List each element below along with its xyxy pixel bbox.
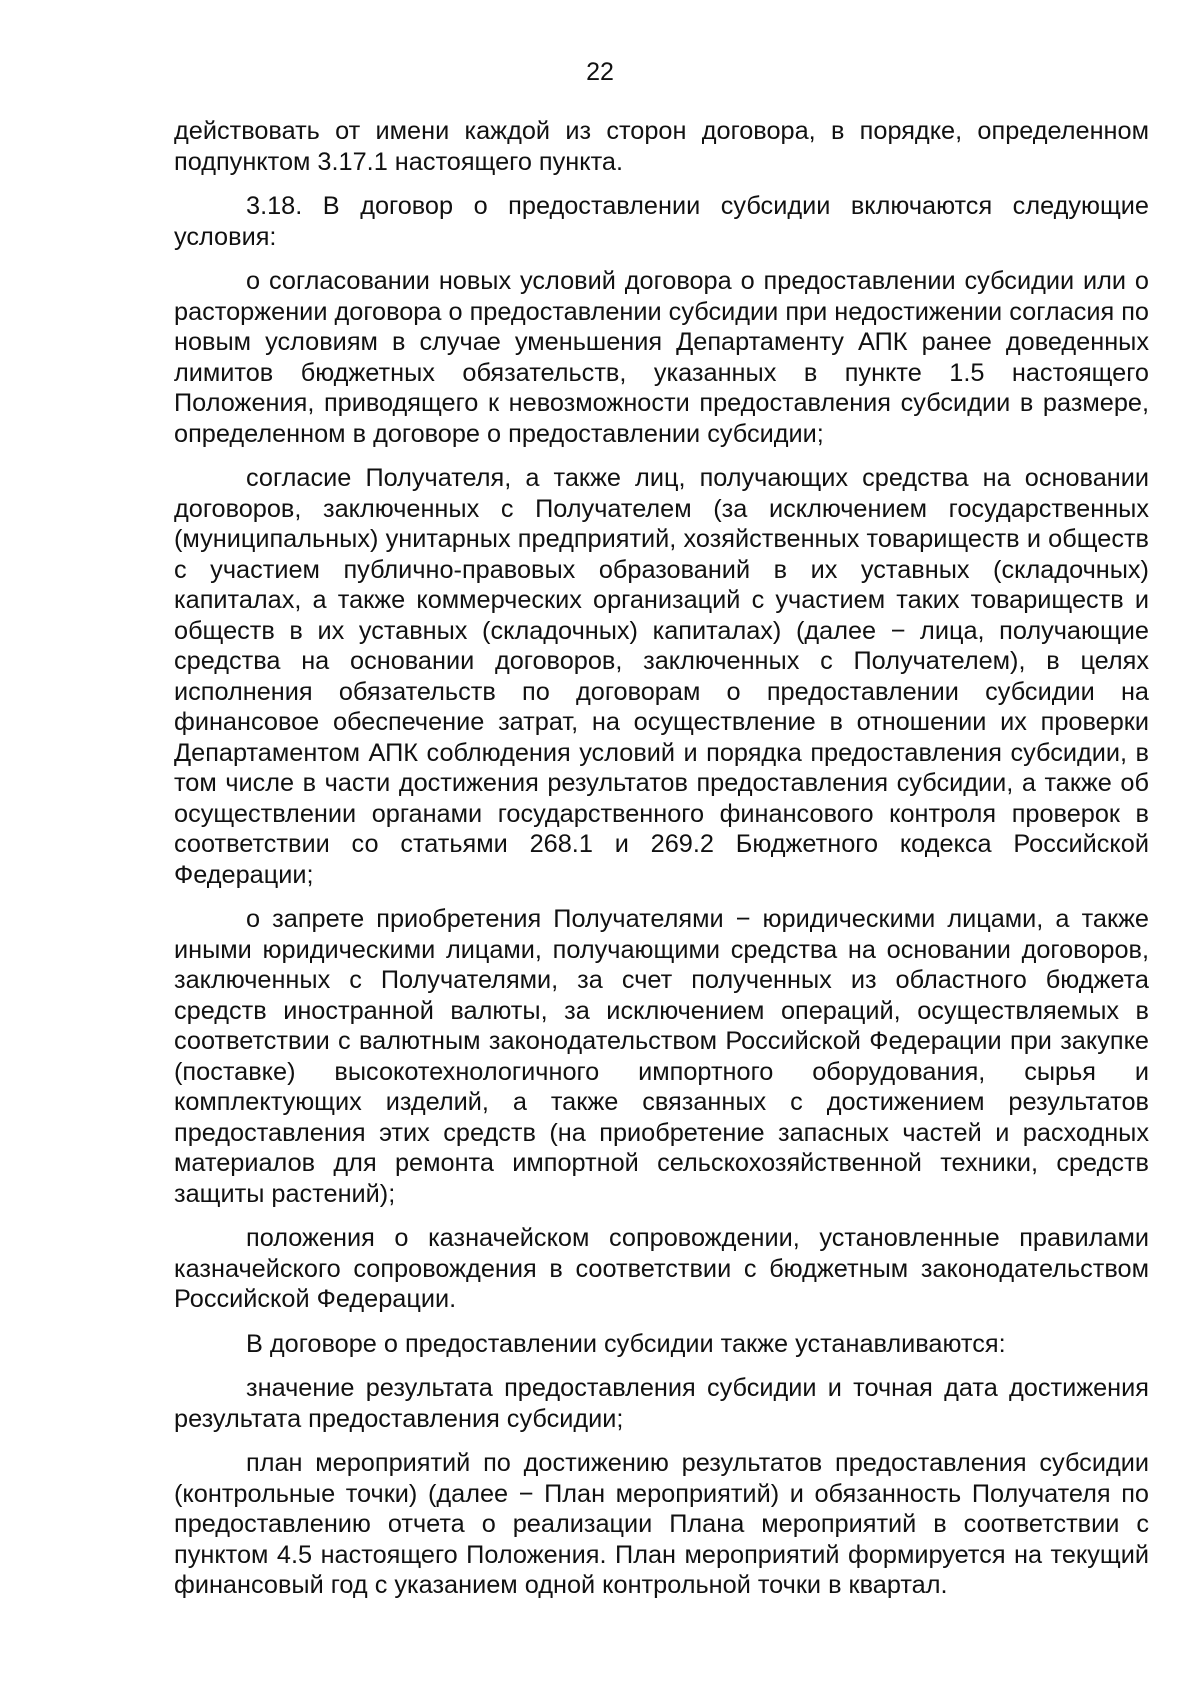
paragraph-continuation: действовать от имени каждой из сторон договора, в порядке, определенном подпунктом 3.17.1 настоящего пункта. bbox=[174, 117, 1149, 176]
paragraph-condition-currency-ban: о запрете приобретения Получателями − юридическими лицами, а также иными юридическими лицами, получающими средства на основании договоров, заключенных с Получателями, за счет полученных из областного бюджета средств иностранной валюты, за исключением операций, осуществляемых в соответствии с валютным законодательством Российской Федерации при закупке (поставке) высокотехнологичного импортного оборудования, сырья и комплектующих изделий, а также связанных с достижением результатов предоставления этих средств (на приобретение запасных частей и расходных материалов для ремонта импортной сельскохозяйственной техники, средств защиты растений); bbox=[174, 905, 1149, 1208]
paragraph-condition-new-terms: о согласовании новых условий договора о предоставлении субсидии или о расторжении договора о предоставлении субсидии при недостижении согласия по новым условиям в случае уменьшения Департаменту АПК ранее доведенных лимитов бюджетных обязательств, указанных в пункте 1.5 настоящего Положения, приводящего к невозможности предоставления субсидии в размере, определенном в договоре о предоставлении субсидии; bbox=[174, 267, 1149, 448]
paragraph-action-plan: план мероприятий по достижению результатов предоставления субсидии (контрольные точки) (далее − План мероприятий) и обязанность Получателя по предоставлению отчета о реализации Плана мероприятий в соответствии с пунктом 4.5 настоящего Положения. План мероприятий формируется на текущий финансовый год с указанием одной контрольной точки в квартал. bbox=[174, 1449, 1149, 1599]
paragraph-also-established: В договоре о предоставлении субсидии также устанавливаются: bbox=[246, 1329, 1006, 1358]
paragraph-clause-3-18: 3.18. В договор о предоставлении субсидии включаются следующие условия: bbox=[174, 192, 1149, 251]
paragraph-condition-consent: согласие Получателя, а также лиц, получающих средства на основании договоров, заключенных с Получателем (за исключением государственных (муниципальных) унитарных предприятий, хозяйственных товариществ и обществ с участием публично-правовых образований в их уставных (складочных) капиталах, а также коммерческих организаций с участием таких товариществ и обществ в их уставных (складочных) капиталах) (далее − лица, получающие средства на основании договоров, заключенных с Получателем), в целях исполнения обязательств по договорам о предоставлении субсидии на финансовое обеспечение затрат, на осуществление в отношении их проверки Департаментом АПК соблюдения условий и порядка предоставления субсидии, в том числе в части достижения результатов предоставления субсидии, а также об осуществлении органами государственного финансового контроля проверок в соответствии со статьями 268.1 и 269.2 Бюджетного кодекса Российской Федерации; bbox=[174, 464, 1149, 889]
paragraph-condition-treasury: положения о казначейском сопровождении, установленные правилами казначейского сопровождения в соответствии с бюджетным законодательством Российской Федерации. bbox=[174, 1224, 1149, 1313]
page-number: 22 bbox=[586, 58, 614, 86]
document-body bbox=[174, 116, 1149, 1615]
paragraph-result-value: значение результата предоставления субсидии и точная дата достижения результата предоставления субсидии; bbox=[174, 1374, 1149, 1433]
